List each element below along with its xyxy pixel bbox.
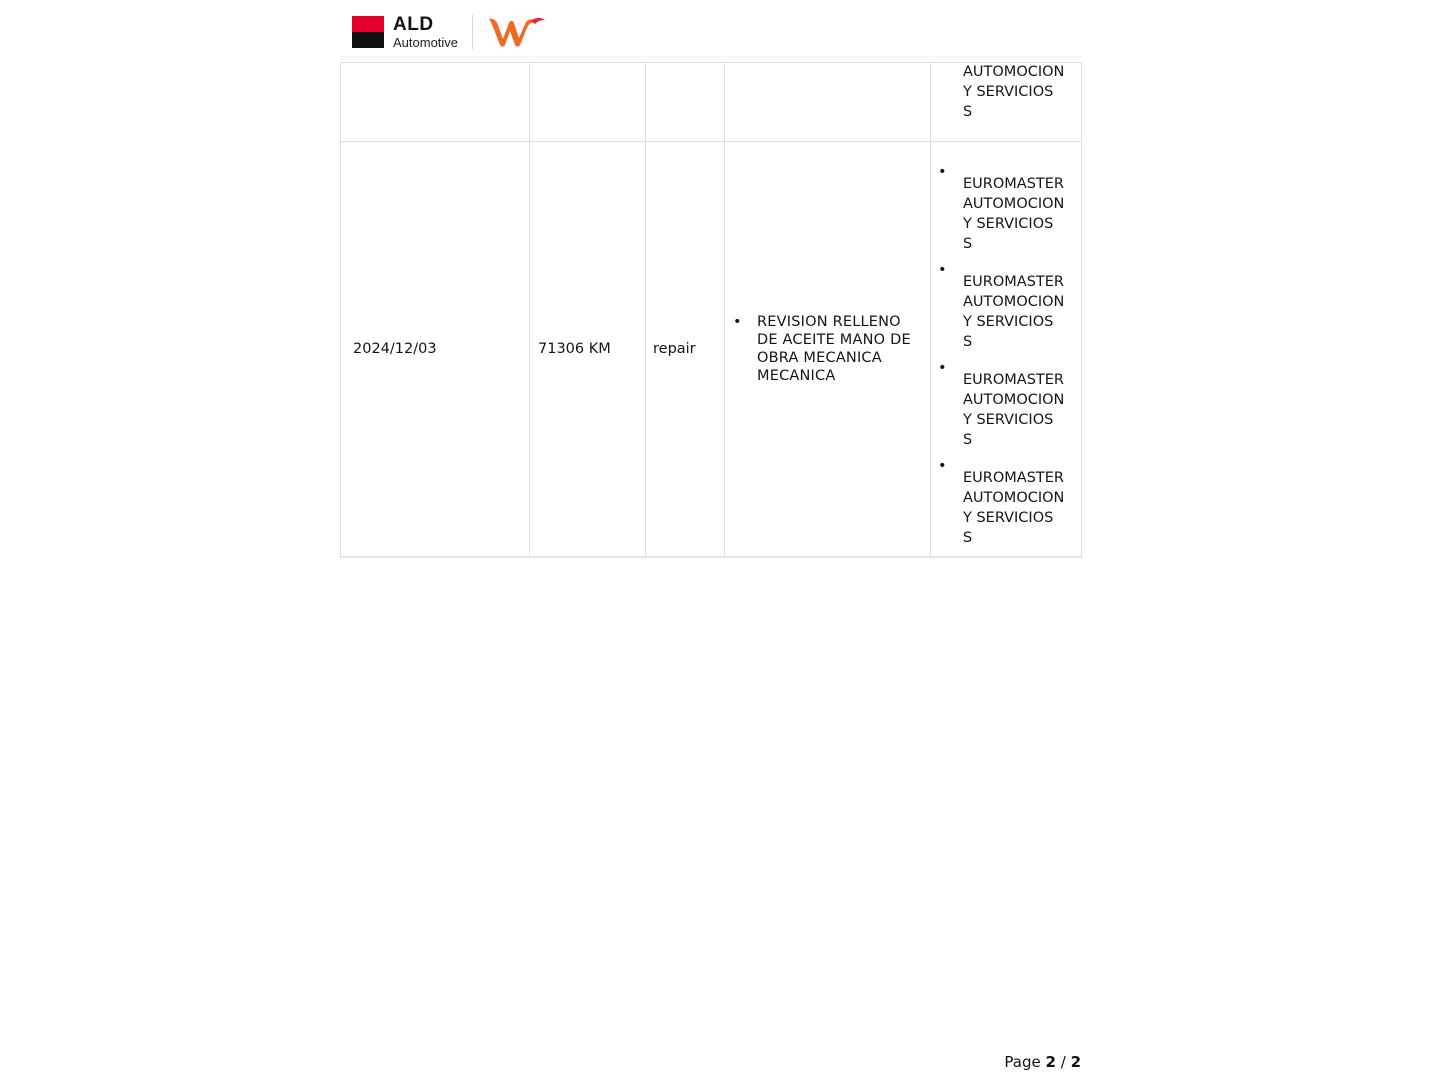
type-cell [646,142,725,558]
service-mileage: 71306 KM [538,341,611,357]
list-item [931,262,1081,352]
operations-cell [725,63,931,142]
type-cell [646,63,725,142]
list-item [931,458,1081,548]
bullet-icon: • [938,360,947,376]
ald-logo-mark-icon [352,16,384,48]
bullet-icon: • [938,458,947,474]
logo-divider [472,15,473,49]
header-divider [340,56,1082,57]
provider-name: EUROMASTER AUTOMOCION Y SERVICIOS S [963,176,1065,252]
table-row-continuation [341,63,1082,142]
brand-name: ALD [393,14,434,35]
operation-text: REVISION RELLENO DE ACEITE MANO DE OBRA MECANICA MECANICA [757,314,911,384]
operations-cell [725,142,931,558]
provider-continuation-text: AUTOMOCION Y SERVICIOS S [963,64,1065,120]
list-item [725,313,930,385]
bullet-icon: • [938,262,947,278]
list-item [931,164,1081,254]
page-number [1000,1053,1081,1071]
mileage-cell [530,63,646,142]
leaseplan-w-logo-icon [487,15,547,49]
bullet-icon: • [938,164,947,180]
total-pages: 2 [1070,1053,1081,1071]
service-type: repair [653,341,696,357]
page-separator: / [1060,1053,1066,1071]
page-label: Page [1004,1053,1041,1071]
operations-list [725,313,930,385]
mileage-cell [530,142,646,558]
date-cell [341,63,530,142]
provider-cell [931,142,1082,558]
service-date: 2024/12/03 [353,341,437,357]
provider-name: EUROMASTER AUTOMOCION Y SERVICIOS S [963,372,1065,448]
brand-subtitle: Automotive [393,35,459,50]
bullet-icon: • [733,314,742,330]
list-item [931,360,1081,450]
current-page: 2 [1045,1053,1056,1071]
ald-logo-text [393,15,458,49]
page-header [352,14,547,50]
maintenance-history-table [340,62,1082,558]
provider-name: EUROMASTER AUTOMOCION Y SERVICIOS S [963,274,1065,350]
table-row [341,142,1082,558]
providers-list [931,142,1081,548]
date-cell [341,142,530,558]
provider-name: EUROMASTER AUTOMOCION Y SERVICIOS S [963,470,1065,546]
provider-cell [931,63,1082,142]
